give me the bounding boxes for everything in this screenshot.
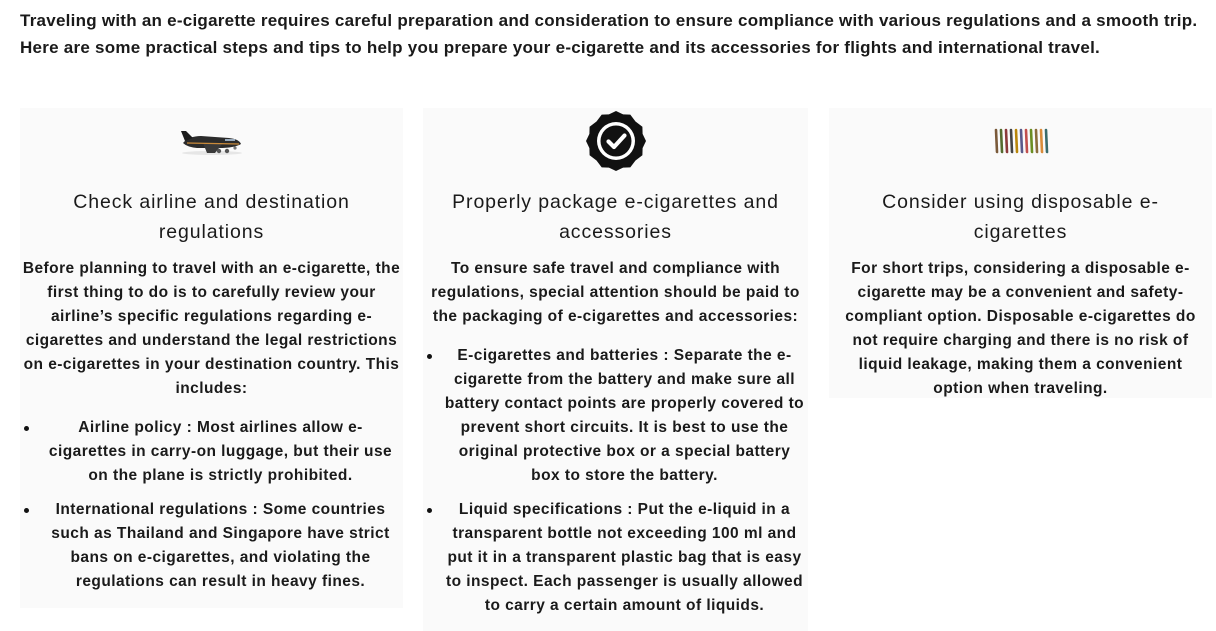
card-airline-regulations xyxy=(20,108,403,608)
list-item: E-cigarettes and batteries : Separate the e-cigarette from the battery and make sure all battery contact points are properly covered to prevent short circuits. It is best to use the original protective box or a special battery box to store the battery. xyxy=(423,344,808,488)
airplane-icon xyxy=(179,123,245,157)
list-item: Airline policy : Most airlines allow e-cigarettes in carry-on luggage, but their use on the plane is strictly prohibited. xyxy=(20,416,403,488)
card-body: Before planning to travel with an e-cigarette, the first thing to do is to carefully review your airline’s specific regulations regarding e-cigarettes and understand the legal restrictions on e-cigarettes in your destination country. This includes: xyxy=(22,260,401,397)
intro-paragraph: Traveling with an e-cigarette requires careful preparation and consideration to ensure compliance with various regulations and a smooth trip. Here are some practical steps and tips to help you prepare your e-cigarette and its accessories for flights and international travel. xyxy=(20,11,1198,57)
card-title: Consider using disposable e-cigarettes xyxy=(882,191,1159,243)
list-item: International regulations : Some countries such as Thailand and Singapore have strict bans on e-cigarettes, and violating the regulations can result in heavy fines. xyxy=(20,498,403,594)
disposable-vapes-icon xyxy=(993,128,1049,154)
bullet-list xyxy=(423,344,808,618)
card-body: For short trips, considering a disposable e-cigarette may be a convenient and safety-compliant option. Disposable e-cigarettes do not require charging and there is no risk of liquid leakage, making them a convenient option when traveling. xyxy=(845,260,1196,397)
card-title: Properly package e-cigarettes and accessories xyxy=(452,191,779,243)
bullet-list xyxy=(20,416,403,594)
card-disposable xyxy=(829,108,1212,398)
list-item: Liquid specifications : Put the e-liquid in a transparent bottle not exceeding 100 ml and put it in a transparent plastic bag that is easy to inspect. Each passenger is usually allowed to carry a certain amount of liquids. xyxy=(423,498,808,618)
verified-badge-icon xyxy=(585,110,647,172)
card-packaging xyxy=(423,108,808,631)
card-body: To ensure safe travel and compliance with regulations, special attention should be paid to the packaging of e-cigarettes and accessories: xyxy=(431,260,800,325)
card-title: Check airline and destination regulations xyxy=(73,191,350,243)
